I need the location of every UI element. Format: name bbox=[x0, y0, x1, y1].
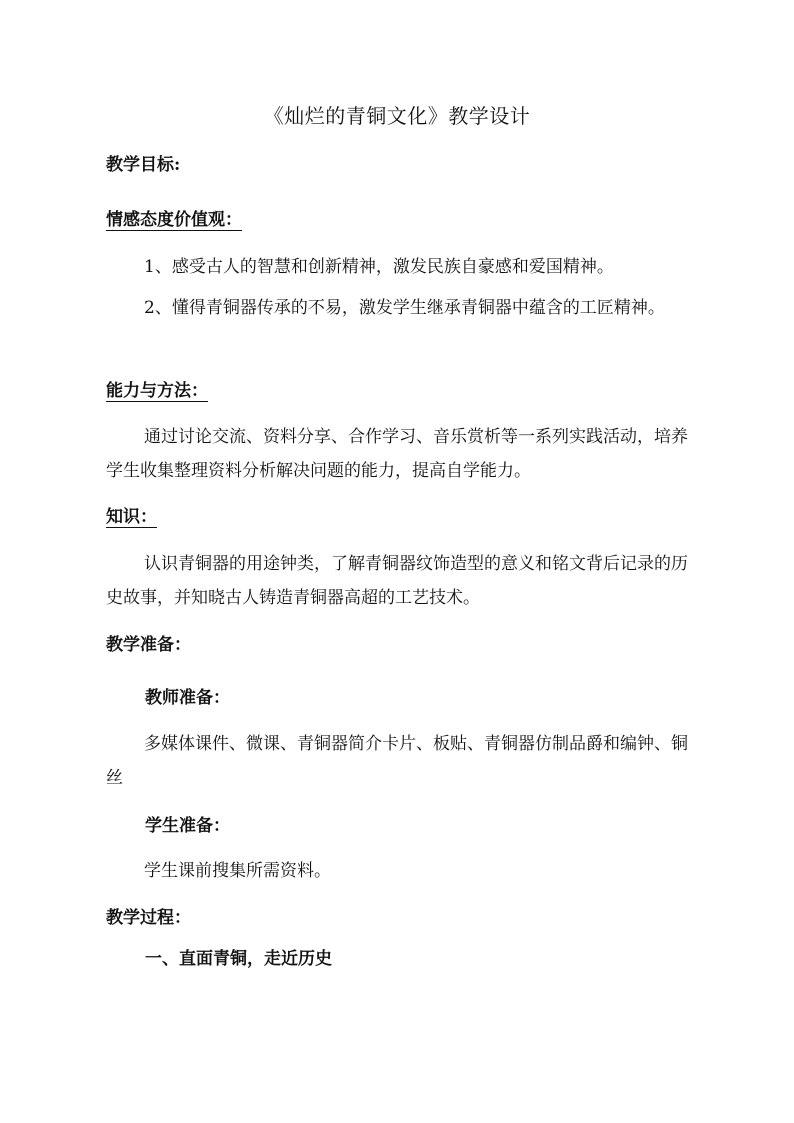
student-prep-heading: 学生准备： bbox=[145, 816, 230, 836]
ability-paragraph bbox=[106, 420, 691, 488]
document-title: 《灿烂的青铜文化》教学设计 bbox=[263, 104, 531, 128]
process-heading: 教学过程： bbox=[106, 908, 191, 928]
knowledge-heading: 知识： bbox=[106, 507, 157, 527]
teacher-prep-paragraph bbox=[106, 727, 691, 795]
knowledge-text: 认识青铜器的用途钟类，了解青铜器纹饰造型的意义和铭文背后记录的历史故事，并知晓古人铸造青铜器高超的工艺技术。 bbox=[106, 554, 688, 608]
emotion-heading: 情感态度价值观： bbox=[106, 210, 242, 230]
student-prep-paragraph bbox=[106, 854, 691, 888]
knowledge-paragraph bbox=[106, 547, 691, 615]
student-prep-text: 学生课前搜集所需资料。 bbox=[144, 861, 331, 881]
emotion-item-1 bbox=[106, 250, 691, 284]
section-1-heading: 一、直面青铜，走近历史 bbox=[145, 949, 332, 969]
emotion-item-1-text: 1、感受古人的智慧和创新精神，激发民族自豪感和爱国精神。 bbox=[144, 257, 614, 277]
emotion-item-2 bbox=[106, 291, 691, 325]
ability-text: 通过讨论交流、资料分享、合作学习、音乐赏析等一系列实践活动，培养学生收集整理资料分析解决问题的能力，提高自学能力。 bbox=[106, 427, 688, 481]
teacher-prep-text: 多媒体课件、微课、青铜器简介卡片、板贴、青铜器仿制品爵和编钟、铜丝 bbox=[106, 734, 688, 788]
goals-heading: 教学目标: bbox=[106, 155, 181, 175]
prep-heading: 教学准备： bbox=[106, 635, 191, 655]
teacher-prep-heading: 教师准备： bbox=[145, 688, 230, 708]
emotion-item-2-text: 2、懂得青铜器传承的不易，激发学生继承青铜器中蕴含的工匠精神。 bbox=[144, 298, 665, 318]
ability-heading: 能力与方法： bbox=[106, 381, 208, 401]
